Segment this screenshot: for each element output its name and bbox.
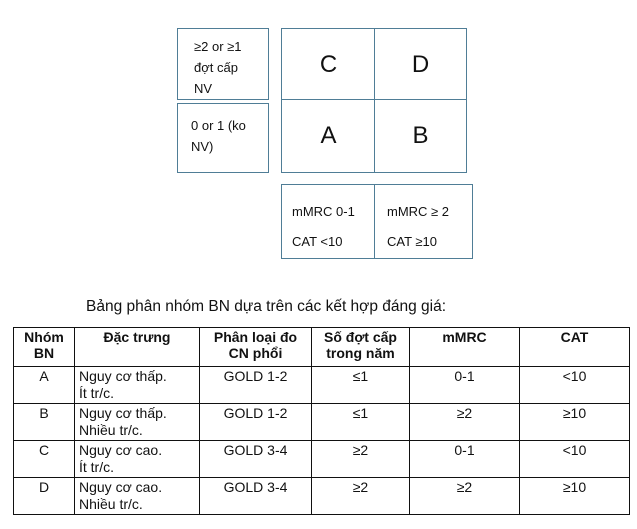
cell-gold: GOLD 1-2 [200, 404, 312, 441]
table-row [14, 404, 630, 441]
quadrant-a-label: A [320, 122, 337, 149]
table-caption: Bảng phân nhóm BN dựa trên các kết hợp đáng giá: [86, 298, 447, 315]
cell-cat: <10 [520, 367, 630, 404]
cell-cat: ≥10 [520, 478, 630, 515]
header-group [14, 328, 75, 367]
cell-trait-line-2: Nhiều tr/c. [79, 422, 143, 438]
cell-trait [75, 404, 200, 441]
cell-mmrc: ≥2 [410, 478, 520, 515]
table-header-row [14, 328, 630, 367]
header-exacerbations [312, 328, 410, 367]
header-mmrc-line-1: mMRC [442, 329, 487, 345]
exacerbation-low-label-box [177, 103, 269, 173]
quadrant-b [374, 99, 467, 173]
header-cat-line-1: CAT [560, 329, 589, 345]
cell-trait [75, 478, 200, 515]
symptom-low-line-1: mMRC 0-1 [292, 204, 355, 219]
header-spirometry [200, 328, 312, 367]
quadrant-d [374, 28, 467, 101]
cell-trait-line-2: Nhiều tr/c. [79, 496, 143, 512]
cell-cat: ≥10 [520, 404, 630, 441]
symptom-high-label-box [374, 184, 473, 259]
symptom-low-label-box [281, 184, 376, 259]
cell-trait-line-1: Nguy cơ cao. [79, 442, 163, 458]
cell-gold: GOLD 3-4 [200, 441, 312, 478]
cell-mmrc: ≥2 [410, 404, 520, 441]
quadrant-a [281, 99, 376, 173]
symptom-high-line-1: mMRC ≥ 2 [387, 204, 450, 219]
cell-trait-line-1: Nguy cơ cao. [79, 479, 163, 495]
quadrant-b-label: B [412, 122, 429, 149]
cell-trait [75, 367, 200, 404]
quadrant-d-label: D [411, 50, 430, 78]
cell-gold: GOLD 1-2 [200, 367, 312, 404]
header-spirometry-line-2: CN phổi [228, 345, 283, 361]
quadrant-c-label: C [319, 50, 338, 78]
exacerbation-high-line-1: ≥2 or ≥1 [194, 39, 242, 54]
exacerbation-high-label-box [177, 28, 269, 100]
cell-trait-line-2: Ít tr/c. [79, 459, 114, 475]
cell-exacerbations: ≤1 [312, 367, 410, 404]
cell-cat: <10 [520, 441, 630, 478]
table-row [14, 478, 630, 515]
symptom-low-line-2: CAT <10 [292, 234, 343, 249]
header-trait-line-1: Đặc trưng [103, 329, 171, 345]
table-row [14, 441, 630, 478]
symptom-high-line-2: CAT ≥10 [387, 234, 438, 249]
cell-gold: GOLD 3-4 [200, 478, 312, 515]
quadrant-c [281, 28, 376, 101]
cell-trait-line-1: Nguy cơ thấp. [79, 368, 167, 384]
header-exacerbations-line-1: Số đợt cấp [324, 329, 397, 345]
exacerbation-low-line-1: 0 or 1 (ko [191, 118, 246, 133]
cell-group: D [14, 478, 75, 515]
header-trait [75, 328, 200, 367]
cell-group: A [14, 367, 75, 404]
cell-mmrc: 0-1 [410, 367, 520, 404]
cell-trait-line-1: Nguy cơ thấp. [79, 405, 167, 421]
cell-trait-line-2: Ít tr/c. [79, 385, 114, 401]
header-group-line-1: Nhóm [24, 329, 64, 345]
cell-group: B [14, 404, 75, 441]
exacerbation-high-line-3: NV [194, 81, 213, 96]
header-spirometry-line-1: Phân loại đo [213, 329, 298, 345]
cell-trait [75, 441, 200, 478]
header-cat [520, 328, 630, 367]
header-exacerbations-line-2: trong năm [326, 345, 395, 361]
cell-mmrc: 0-1 [410, 441, 520, 478]
cell-group: C [14, 441, 75, 478]
header-mmrc [410, 328, 520, 367]
patient-group-table [13, 327, 630, 515]
cell-exacerbations: ≤1 [312, 404, 410, 441]
exacerbation-low-line-2: NV) [191, 139, 214, 154]
cell-exacerbations: ≥2 [312, 478, 410, 515]
exacerbation-high-line-2: đợt cấp [194, 60, 238, 75]
header-group-line-2: BN [33, 345, 55, 361]
table-row [14, 367, 630, 404]
cell-exacerbations: ≥2 [312, 441, 410, 478]
